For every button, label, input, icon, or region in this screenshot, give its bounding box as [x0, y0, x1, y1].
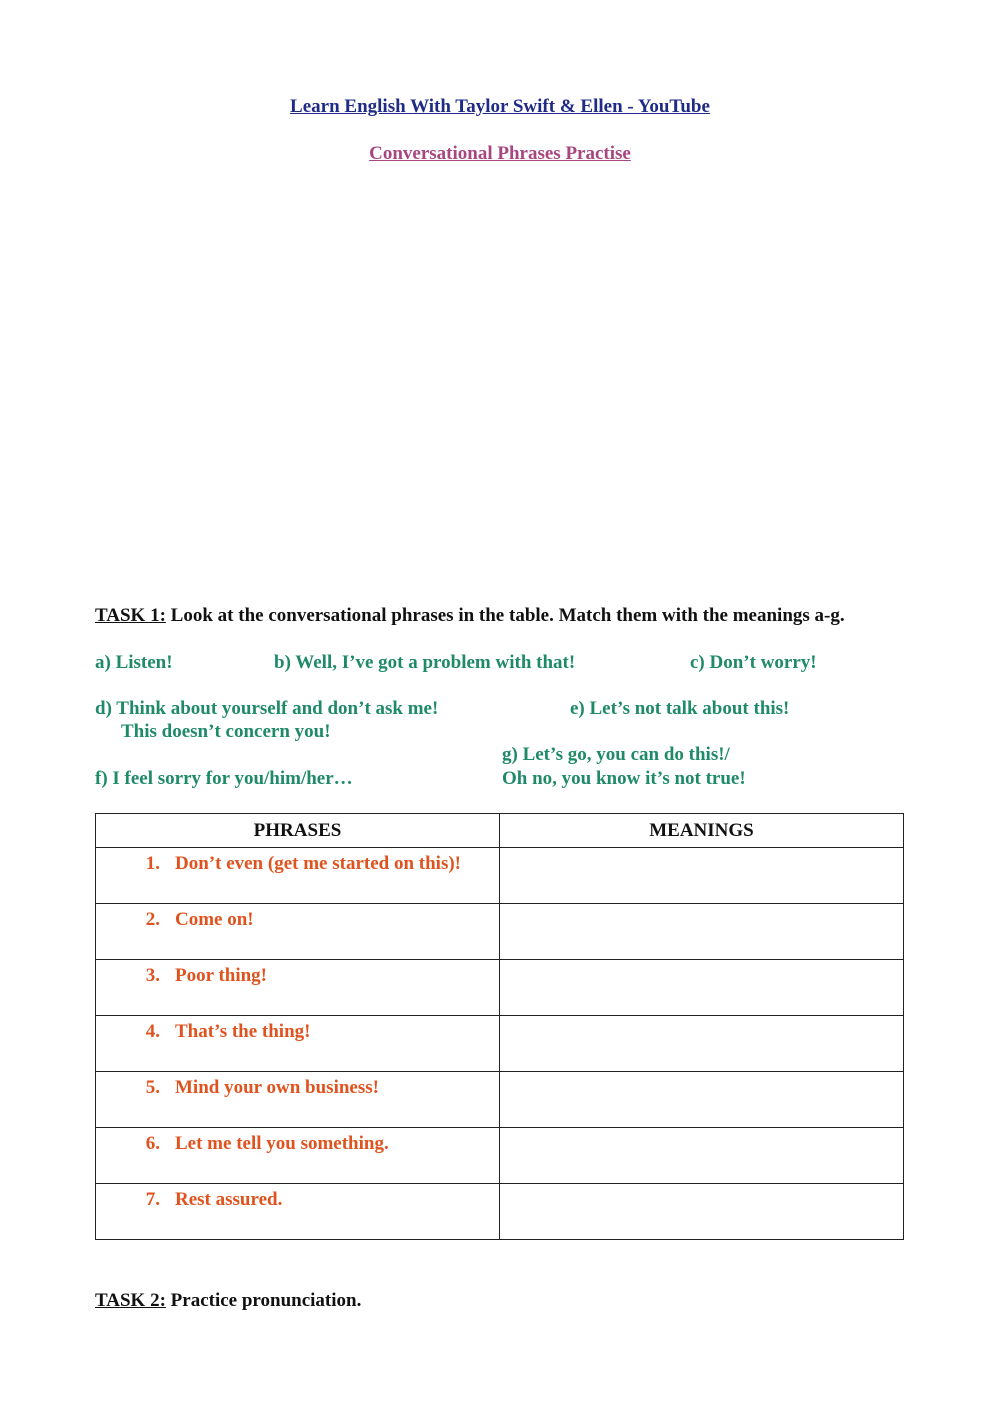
- task2-instruction: [95, 1290, 361, 1312]
- phrase-number: 5.: [145, 1077, 160, 1098]
- meaning-answer-cell[interactable]: [500, 904, 904, 960]
- table-row: [96, 1128, 904, 1184]
- table-row: [96, 848, 904, 904]
- phrase-text: Let me tell you something.: [175, 1133, 389, 1154]
- task1-label: TASK 1:: [95, 605, 166, 626]
- phrase-number: 7.: [145, 1189, 160, 1210]
- table-header-row: [96, 814, 904, 848]
- meaning-g-line1: g) Let’s go, you can do this!/: [502, 744, 730, 765]
- meaning-a: a) Listen!: [95, 652, 173, 673]
- header-meanings: MEANINGS: [500, 814, 904, 848]
- meaning-answer-cell[interactable]: [500, 1072, 904, 1128]
- meaning-answer-cell[interactable]: [500, 848, 904, 904]
- meaning-f: f) I feel sorry for you/him/her…: [95, 768, 353, 789]
- table-row: [96, 960, 904, 1016]
- phrase-number: 6.: [145, 1133, 160, 1154]
- meaning-d-line1: d) Think about yourself and don’t ask me!: [95, 698, 439, 719]
- phrase-number: 4.: [145, 1021, 160, 1042]
- meaning-answer-cell[interactable]: [500, 1184, 904, 1240]
- phrase-cell: [96, 848, 500, 904]
- meaning-g-line2: Oh no, you know it’s not true!: [502, 768, 746, 789]
- phrase-cell: [96, 1184, 500, 1240]
- meaning-answer-cell[interactable]: [500, 960, 904, 1016]
- phrase-cell: [96, 1128, 500, 1184]
- subtitle: Conversational Phrases Practise: [369, 143, 631, 164]
- phrases-table: [95, 813, 904, 1240]
- meaning-d-line2: This doesn’t concern you!: [121, 721, 331, 742]
- task2-text: Practice pronunciation.: [165, 1290, 362, 1311]
- meaning-answer-cell[interactable]: [500, 1128, 904, 1184]
- meaning-answer-cell[interactable]: [500, 1016, 904, 1072]
- title-line: [0, 96, 1000, 118]
- table-row: [96, 1184, 904, 1240]
- phrase-text: Mind your own business!: [175, 1077, 379, 1098]
- header-phrases: PHRASES: [96, 814, 500, 848]
- phrase-text: Don’t even (get me started on this)!: [175, 853, 461, 874]
- subtitle-line: [0, 143, 1000, 165]
- phrase-text: Rest assured.: [175, 1189, 283, 1210]
- meaning-b: b) Well, I’ve got a problem with that!: [274, 652, 576, 673]
- phrase-text: Come on!: [175, 909, 254, 930]
- table-row: [96, 1072, 904, 1128]
- table-row: [96, 1016, 904, 1072]
- phrase-cell: [96, 1072, 500, 1128]
- title-link[interactable]: Learn English With Taylor Swift & Ellen - YouTube: [290, 96, 710, 117]
- meaning-c: c) Don’t worry!: [690, 652, 817, 673]
- phrase-number: 2.: [145, 909, 160, 930]
- task2-label: TASK 2:: [95, 1290, 166, 1311]
- phrase-cell: [96, 904, 500, 960]
- phrase-cell: [96, 960, 500, 1016]
- meaning-e: e) Let’s not talk about this!: [570, 698, 790, 719]
- phrase-cell: [96, 1016, 500, 1072]
- task1-instruction: [95, 605, 845, 627]
- phrase-text: That’s the thing!: [175, 1021, 311, 1042]
- phrase-text: Poor thing!: [175, 965, 268, 986]
- task1-text: Look at the conversational phrases in the table. Match them with the meanings a-g.: [165, 605, 845, 626]
- phrase-number: 3.: [145, 965, 160, 986]
- table-row: [96, 904, 904, 960]
- phrase-number: 1.: [145, 853, 160, 874]
